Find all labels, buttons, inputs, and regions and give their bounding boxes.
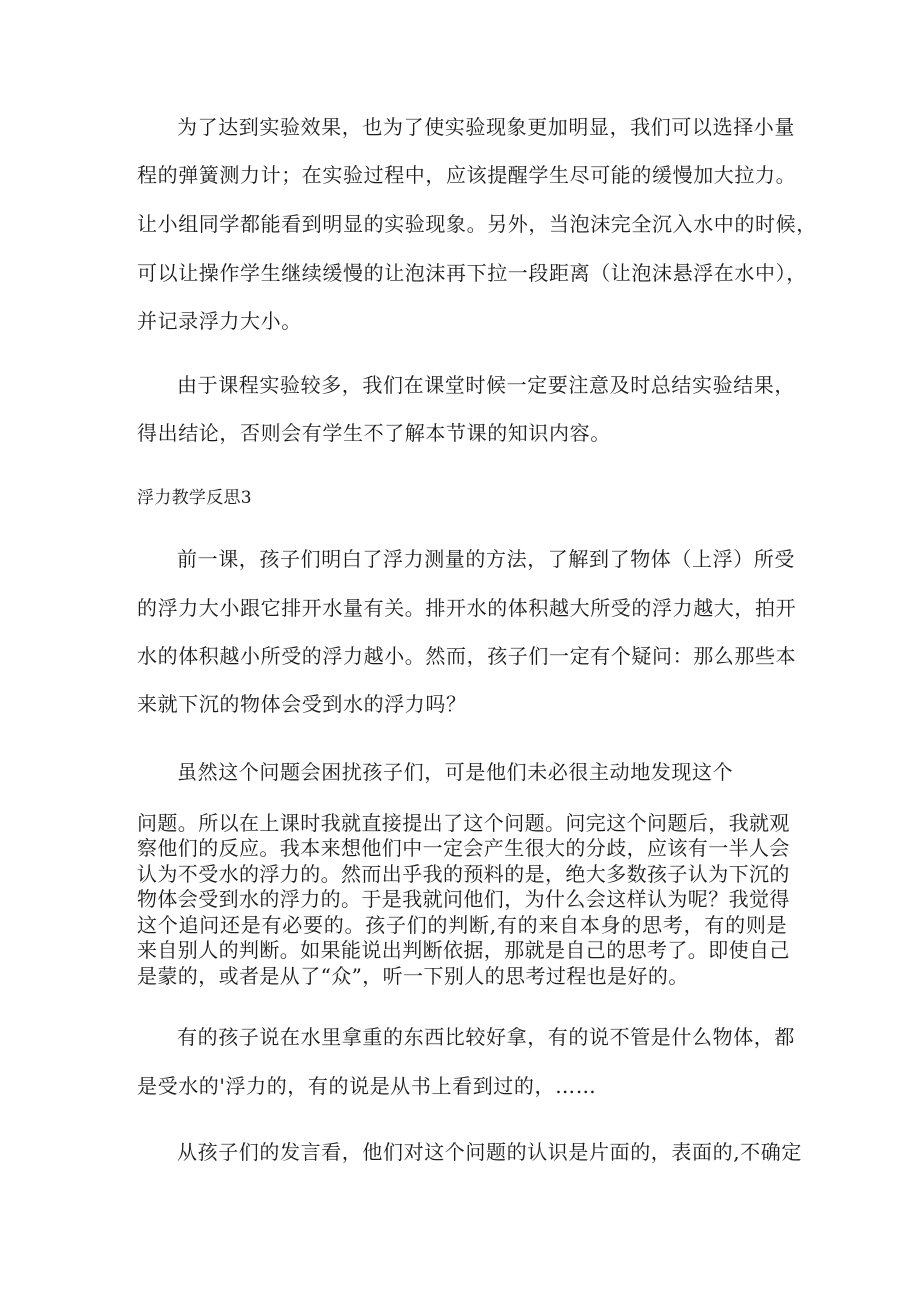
text-line: 有的孩子说在水里拿重的东西比较好拿，有的说不管是什么物体，都 <box>177 1025 795 1049</box>
text-line: 让小组同学都能看到明显的实验现象。另外，当泡沫完全沉入水中的时候， <box>137 212 817 236</box>
text-line: 察他们的反应。我本来想他们中一定会产生很大的分歧，应该有一半人会 <box>137 836 790 860</box>
text-line: 程的弹簧测力计；在实验过程中，应该提醒学生尽可能的缓慢加大拉力。 <box>137 163 797 187</box>
text-line: 虽然这个问题会困扰孩子们，可是他们未必很主动地发现这个 <box>177 760 734 784</box>
text-line: 的浮力大小跟它排开水量有关。排开水的体积越大所受的浮力越大，拍开 <box>137 596 797 620</box>
text-line: 来就下沉的物体会受到水的浮力吗？ <box>137 692 467 716</box>
section-heading: 浮力教学反思3 <box>137 488 252 508</box>
text-line: 为了达到实验效果，也为了使实验现象更加明显，我们可以选择小量 <box>177 115 795 139</box>
text-line: 得出结论，否则会有学生不了解本节课的知识内容。 <box>137 421 611 445</box>
text-line: 这个追问还是有必要的。孩子们的判断,有的来自本身的思考，有的则是 <box>137 913 787 937</box>
text-line: 从孩子们的发言看，他们对这个问题的认识是片面的，表面的,不确定 <box>177 1140 802 1164</box>
text-line: 问题。所以在上课时我就直接提出了这个问题。问完这个问题后，我就观 <box>137 811 790 835</box>
text-line: 并记录浮力大小。 <box>137 309 302 333</box>
text-line: 是蒙的，或者是从了“众”，听一下别人的思考过程也是好的。 <box>137 964 689 988</box>
text-line: 是受水的'浮力的，有的说是从书上看到过的，…… <box>137 1074 597 1098</box>
text-line: 物体会受到水的浮力的。于是我就问他们，为什么会这样认为呢？我觉得 <box>137 887 790 911</box>
text-line: 前一课，孩子们明白了浮力测量的方法，了解到了物体（上浮）所受 <box>177 547 795 571</box>
text-line: 可以让操作学生继续缓慢的让泡沫再下拉一段距离（让泡沫悬浮在水中）， <box>137 261 807 285</box>
text-line: 来自别人的判断。如果能说出判断依据，那就是自己的思考了。即使自己 <box>137 938 790 962</box>
text-line: 认为不受水的浮力的。然而出乎我的预料的是，绝大多数孩子认为下沉的 <box>137 862 790 886</box>
text-line: 由于课程实验较多，我们在课堂时候一定要注意及时总结实验结果， <box>177 373 795 397</box>
text-line: 水的体积越小所受的浮力越小。然而，孩子们一定有个疑问：那么那些本 <box>137 644 797 668</box>
